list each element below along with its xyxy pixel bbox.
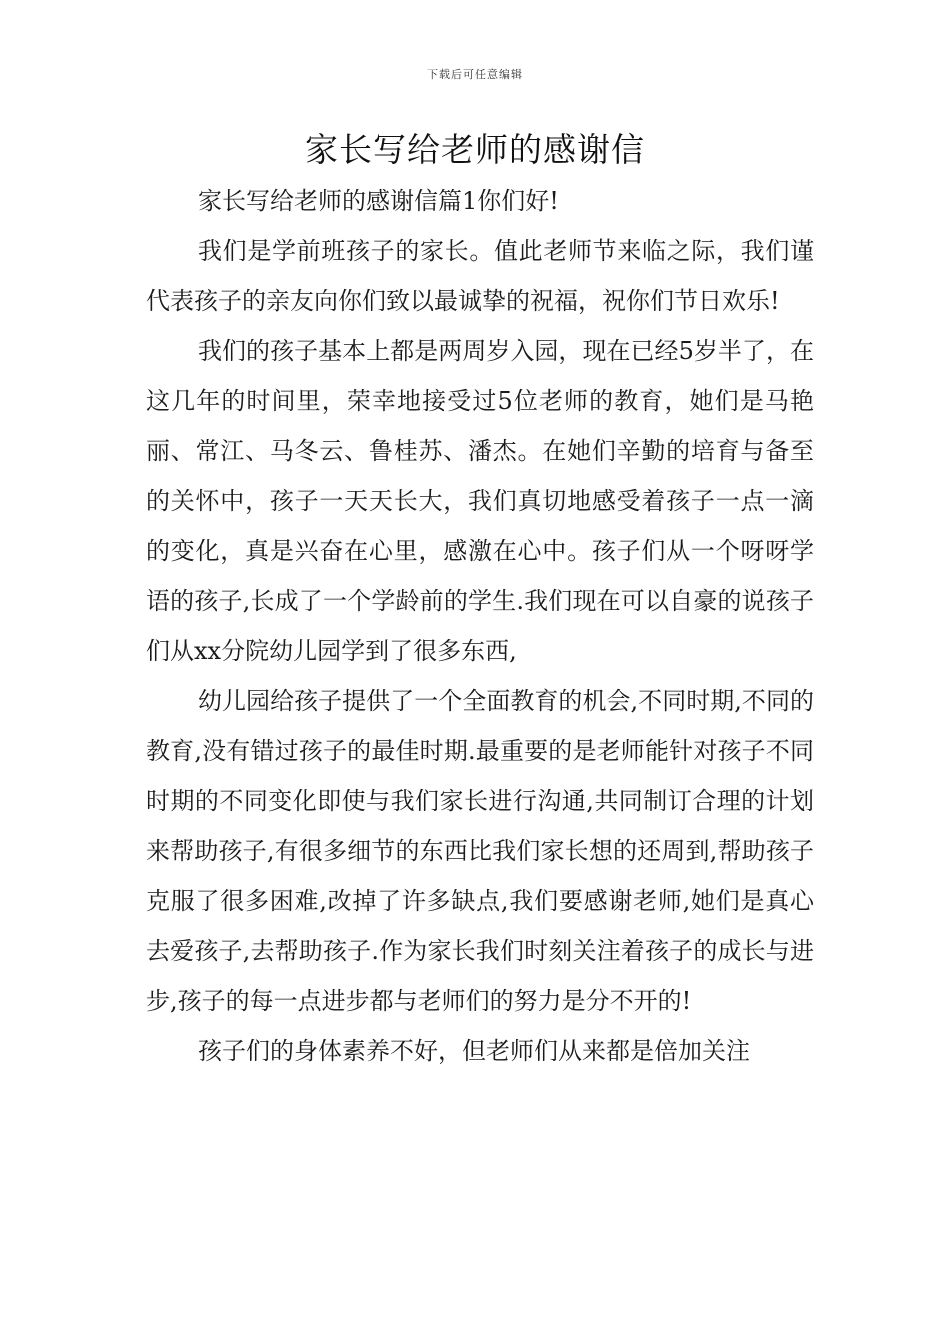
document-title: 家长写给老师的感谢信 xyxy=(305,130,645,169)
paragraph-4: 幼儿园给孩子提供了一个全面教育的机会,不同时期,不同的教育,没有错过孩子的最佳时期.最重要的是老师能针对孩子不同时期的不同变化即使与我们家长进行沟通,共同制订合理的计划来帮助孩子,有很多细节的东西比我们家长想的还周到,帮助孩子克服了很多困难,改掉了许多缺点,我们要感谢老师,她们是真心去爱孩子,去帮助孩子.作为家长我们时刻关注着孩子的成长与进步,孩子的每一点进步都与老师们的努力是分不开的! xyxy=(146,687,814,1015)
paragraph-2: 我们是学前班孩子的家长。值此老师节来临之际，我们谨代表孩子的亲友向你们致以最诚挚的祝福，祝你们节日欢乐! xyxy=(146,237,814,315)
paragraph-5: 孩子们的身体素养不好，但老师们从来都是倍加关注 xyxy=(198,1037,750,1065)
document-body xyxy=(146,176,814,1076)
paragraph-1: 家长写给老师的感谢信篇1你们好! xyxy=(198,187,559,215)
paragraph-3: 我们的孩子基本上都是两周岁入园，现在已经5岁半了，在这几年的时间里，荣幸地接受过5位老师的教育，她们是马艳丽、常江、马冬云、鲁桂苏、潘杰。在她们辛勤的培育与备至的关怀中，孩子一天天长大，我们真切地感受着孩子一点一滴的变化，真是兴奋在心里，感激在心中。孩子们从一个呀呀学语的孩子,长成了一个学龄前的学生.我们现在可以自豪的说孩子们从xx分院幼儿园学到了很多东西, xyxy=(146,337,814,665)
header-note: 下载后可任意编辑 xyxy=(427,68,523,81)
